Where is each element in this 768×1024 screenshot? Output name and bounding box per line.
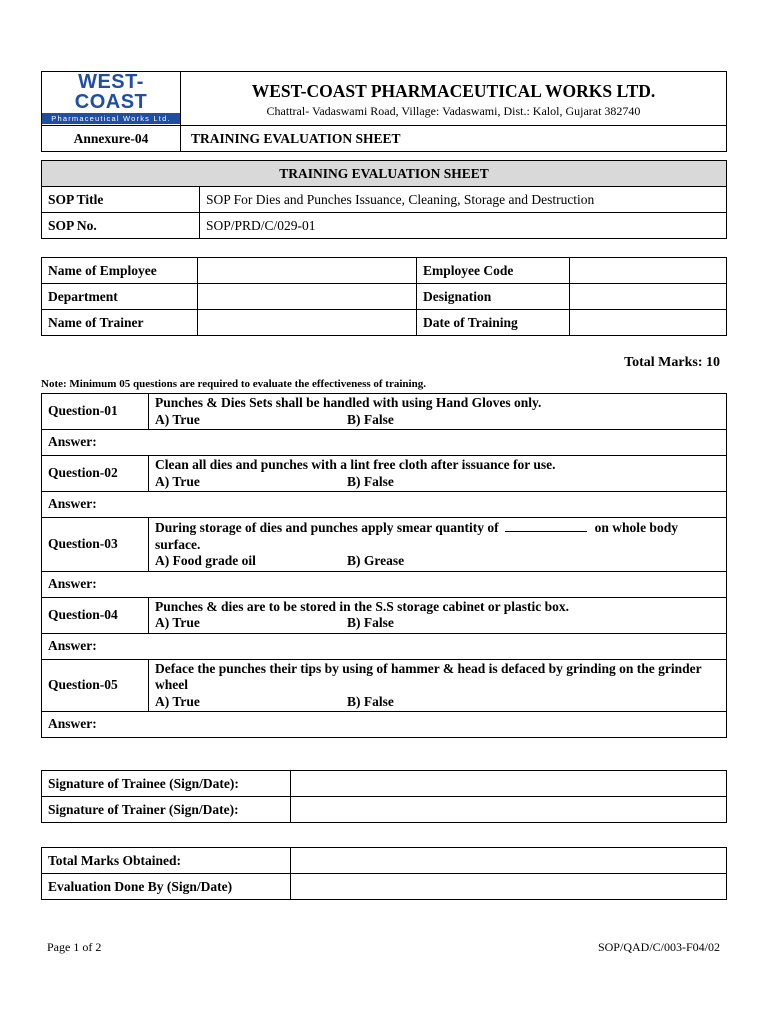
- trainer-name-field[interactable]: [198, 310, 417, 336]
- option-b: B) False: [347, 615, 394, 630]
- question-label: Question-02: [42, 456, 149, 492]
- training-date-field[interactable]: [570, 310, 727, 336]
- company-name: WEST-COAST PHARMACEUTICAL WORKS LTD.: [251, 80, 656, 101]
- department-label: Department: [42, 284, 198, 310]
- question-text: [149, 659, 727, 712]
- answer-field[interactable]: Answer:: [42, 633, 727, 659]
- question-label: Question-01: [42, 394, 149, 430]
- option-a: A) Food grade oil: [155, 553, 256, 568]
- question-statement: Clean all dies and punches with a lint free cloth after issuance for use.: [155, 457, 556, 472]
- trainee-signature-field[interactable]: [291, 771, 727, 797]
- sop-title-label: SOP Title: [42, 187, 200, 213]
- option-a: A) True: [155, 693, 200, 709]
- department-field[interactable]: [198, 284, 417, 310]
- trainer-name-label: Name of Trainer: [42, 310, 198, 336]
- question-text: [149, 394, 727, 430]
- company-logo: [42, 72, 181, 126]
- evaluation-note: Note: Minimum 05 questions are required to evaluate the effectiveness of training.: [41, 378, 426, 390]
- sop-no-label: SOP No.: [42, 213, 200, 239]
- question-statement: Punches & Dies Sets shall be handled with using Hand Gloves only.: [155, 395, 542, 410]
- option-b: B) False: [347, 411, 394, 427]
- question-text: [149, 518, 727, 572]
- marks-table: [41, 847, 727, 900]
- sheet-title: TRAINING EVALUATION SHEET: [181, 126, 727, 152]
- questions-table: [41, 393, 727, 738]
- trainer-signature-label: Signature of Trainer (Sign/Date):: [42, 797, 291, 823]
- sop-no-value: SOP/PRD/C/029-01: [200, 213, 727, 239]
- designation-field[interactable]: [570, 284, 727, 310]
- answer-field[interactable]: Answer:: [42, 712, 727, 738]
- option-a: A) True: [155, 473, 200, 489]
- annexure-number: Annexure-04: [42, 126, 181, 152]
- employee-code-field[interactable]: [570, 258, 727, 284]
- question-label: Question-03: [42, 518, 149, 572]
- fill-in-blank: [505, 519, 587, 532]
- evaluated-by-label: Evaluation Done By (Sign/Date): [42, 874, 291, 900]
- logo-main-text: WEST-COAST: [74, 71, 148, 113]
- option-b: B) False: [347, 473, 394, 489]
- question-row: [42, 394, 727, 430]
- sop-title-value: SOP For Dies and Punches Issuance, Cleaning, Storage and Destruction: [200, 187, 727, 213]
- question-label: Question-04: [42, 597, 149, 633]
- trainee-signature-label: Signature of Trainee (Sign/Date):: [42, 771, 291, 797]
- training-date-label: Date of Training: [417, 310, 570, 336]
- marks-obtained-field[interactable]: [291, 848, 727, 874]
- question-statement-end: on whole body surface.: [155, 520, 678, 552]
- signature-table: [41, 770, 727, 823]
- employee-code-label: Employee Code: [417, 258, 570, 284]
- option-b: B) False: [347, 693, 394, 709]
- employee-table: [41, 257, 727, 336]
- sop-heading: TRAINING EVALUATION SHEET: [42, 161, 727, 187]
- question-row: [42, 518, 727, 572]
- question-row: [42, 597, 727, 633]
- question-row: [42, 659, 727, 712]
- question-label: Question-05: [42, 659, 149, 712]
- question-text: [149, 597, 727, 633]
- answer-field[interactable]: Answer:: [42, 571, 727, 597]
- employee-name-field[interactable]: [198, 258, 417, 284]
- question-statement: Punches & dies are to be stored in the S.S storage cabinet or plastic box.: [155, 598, 569, 614]
- page-number: Page 1 of 2: [47, 940, 102, 954]
- employee-name-label: Name of Employee: [42, 258, 198, 284]
- answer-field[interactable]: Answer:: [42, 492, 727, 518]
- company-info: [181, 72, 727, 126]
- total-marks: Total Marks: 10: [624, 355, 720, 370]
- answer-field[interactable]: Answer:: [42, 430, 727, 456]
- question-row: [42, 456, 727, 492]
- logo-sub-text: Pharmaceutical Works Ltd.: [42, 113, 180, 124]
- company-address: Chattral- Vadaswami Road, Village: Vadaswami, Dist.: Kalol, Gujarat 382740: [266, 103, 641, 118]
- document-header: [41, 71, 727, 152]
- question-statement: During storage of dies and punches apply smear quantity of: [155, 520, 499, 535]
- evaluated-by-field[interactable]: [291, 874, 727, 900]
- designation-label: Designation: [417, 284, 570, 310]
- question-text: [149, 456, 727, 492]
- option-b: B) Grease: [347, 553, 405, 568]
- document-number: SOP/QAD/C/003-F04/02: [597, 940, 720, 954]
- option-a: A) True: [155, 411, 200, 427]
- trainer-signature-field[interactable]: [291, 797, 727, 823]
- question-statement: Deface the punches their tips by using of hammer & head is defaced by grinding on the grinder wheel: [155, 660, 702, 692]
- option-a: A) True: [155, 615, 200, 630]
- marks-obtained-label: Total Marks Obtained:: [42, 848, 291, 874]
- sop-table: [41, 160, 727, 239]
